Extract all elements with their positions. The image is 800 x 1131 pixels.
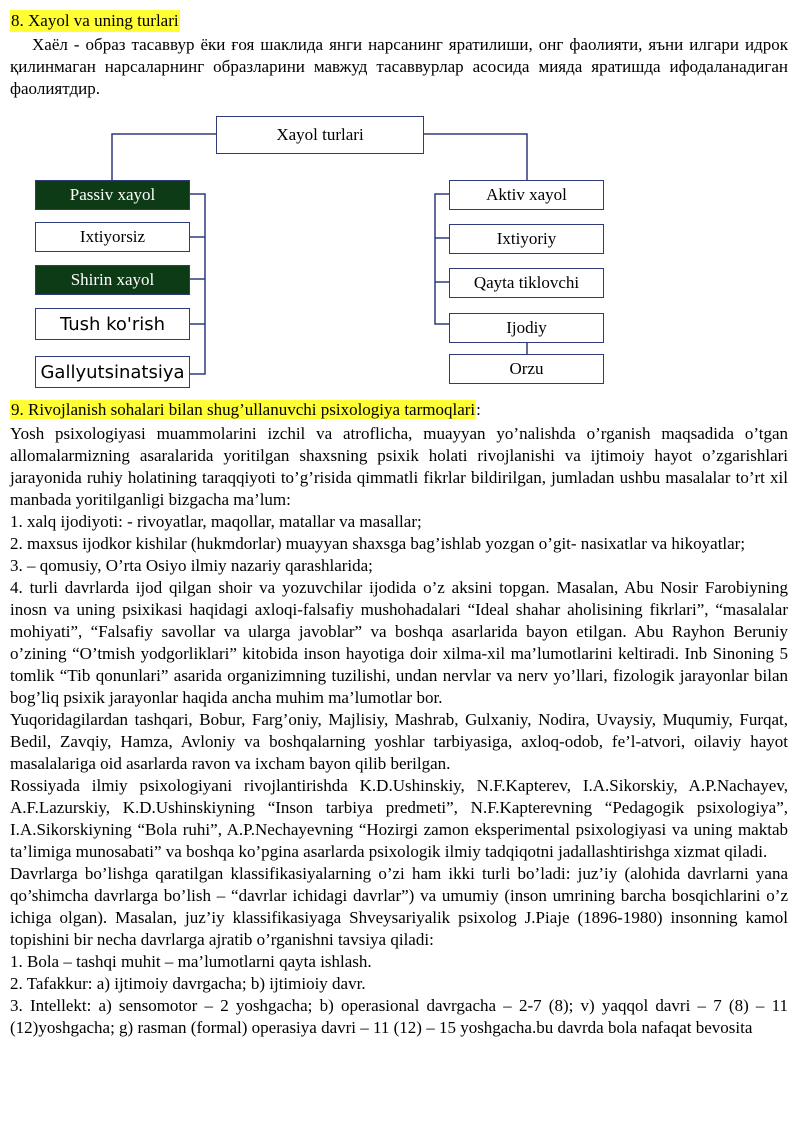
paragraph: 3. Intellekt: a) sensomotor – 2 yoshgacha; b) operasional davrgacha – 2-7 (8); v) yaqqol davri – 7 (8) – 11 (12)yoshgacha; g) rasman (formal) operasiya davri – 11 (12) – 15 yoshgacha.bu davrda bola nafaqat bevosita: [10, 996, 788, 1037]
imagination-types-diagram: [0, 110, 800, 392]
paragraph: 1. xalq ijodiyoti: - rivoyatlar, maqollar, matallar va masallar;: [10, 512, 422, 531]
voluntary-box: Ixtiyoriy: [449, 224, 604, 254]
paragraph: Yosh psixologiyasi muammolarini izchil va atroflicha, muayyan yo’nalishda o’rganish maqsadida o’tgan allomalarmizning asaralarida yoritilgan shaxsning psixik holati rivojlanishi va ijtimoiy hayot o’zgarishlari jarayonida ruhiy holatining taraqqiyoti to’g’risida qimmatli fikrlar bildirilgan, jumladan ushbu masalalar to’rt xil manbada yoritilganligi bizgacha ma’lum:: [10, 424, 788, 509]
paragraph: 3. – qomusiy, O’rta Osiyo ilmiy nazariy qarashlarida;: [10, 556, 373, 575]
active-imagination-box: Aktiv xayol: [449, 180, 604, 210]
creative-box: Ijodiy: [449, 313, 604, 343]
dream-aspiration-box: Orzu: [449, 354, 604, 384]
reconstructive-box: Qayta tiklovchi: [449, 268, 604, 298]
dreaming-box: Tush ko'rish: [35, 308, 190, 340]
paragraph: Davrlarga bo’lishga qaratilgan klassifikasiyalarning o’zi ham ikki turli bo’ladi: juz’iy (alohida davrlarni yana qo’shimcha davrlarga bo’lish – “davrlar ichidagi davrlar”) va umumiy (inson umrining barcha bosqichlarini o’z ichiga olgan). Masalan, juz’iy klassifikasiyaga Shveysariyalik psixolog J.Piaje (1896-1980) insonning kamol topishini bir necha davrlarga ajratib o’rganishni tavsiya qiladi:: [10, 864, 788, 949]
section-9-body: [10, 423, 788, 1039]
root-box: Xayol turlari: [216, 116, 424, 154]
paragraph: Rossiyada ilmiy psixologiyani rivojlantirishda K.D.Ushinskiy, N.F.Kapterev, I.A.Sikorskiy, A.P.Nachayev, A.F.Lazurskiy, K.D.Ushinskiyning “Inson tarbiya predmeti”, N.F.Kapterevning “Pedagogik psixologiya”, I.A.Sikorskiyning “Bola ruhi”, A.P.Nechayevning “Hozirgi zamon eksperimental psixologiyasi va uning maktab ta’limiga munosabati” va boshqa ko’pgina asarlarda psixologik ilmiy tadqiqotni jadallashtirishga xizmat qiladi.: [10, 776, 788, 861]
section-9-heading-suffix: :: [476, 400, 481, 419]
left-bracket: [190, 194, 205, 374]
section-8-intro: Хаёл - образ тасаввур ёки ғоя шаклида янги нарсанинг яратилиши, онг фаолияти, яъни илгари идрок қилинмаган нарсаларнинг образларини мавжуд тасаввурлар асосида мияда яратишда ифодаланадиган фаолиятдир.: [10, 35, 788, 98]
root-left-connector: [112, 134, 216, 180]
sweet-dream-box: Shirin xayol: [35, 265, 190, 295]
paragraph: 1. Bola – tashqi muhit – ma’lumotlarni qayta ishlash.: [10, 952, 372, 971]
paragraph: Yuqoridagilardan tashqari, Bobur, Farg’oniy, Majlisiy, Mashrab, Gulxaniy, Nodira, Uvaysiy, Muqumiy, Furqat, Bedil, Zavqiy, Hamza, Avloniy va boshqalarning yoshlar tarbiyasiga, axloq-odob, fe’l-atvori, oilaviy hayot masalalariga oid asarlarda ravon va ixcham bayon qilib berilgan.: [10, 710, 788, 773]
hallucination-box: Gallyutsinatsiya: [35, 356, 190, 388]
section-8-heading: 8. Xayol va uning turlari: [11, 11, 179, 30]
paragraph: 4. turli davrlarda ijod qilgan shoir va yozuvchilar ijodida o’z aksini topgan. Masalan, Abu Nosir Farobiyning inosn va uning psixikasi haqidagi axloqi-falsafiy mushohadalari “Ideal shahar aholisining fikrlari”, “masalalar mohiyati”, “Falsafiy savollar va ularga javoblar” va boshqa asarlarida bayon etilgan. Abu Rayhon Beruniy o’zining “O’tmish yodgorliklari” kitobida inson hayotiga doir xilma-xil ma’lumotlarini keltiradi. Inb Sinoning 5 tomlik “Tib qonunlari” asarida organizimning tuzilishi, undan nervlar va nerv yo’llari, fizologik jarayonlar bilan bog’liq psixik jarayonlar haqida ancha muhim ma’lumotlar bor.: [10, 578, 788, 707]
passive-imagination-box: Passiv xayol: [35, 180, 190, 210]
involuntary-box: Ixtiyorsiz: [35, 222, 190, 252]
right-bracket: [435, 194, 449, 324]
section-9-heading: 9. Rivojlanish sohalari bilan shug’ullanuvchi psixologiya tarmoqlari: [11, 400, 476, 419]
paragraph: 2. Tafakkur: a) ijtimoiy davrgacha; b) ijtimioiy davr.: [10, 974, 366, 993]
section-9-heading-line: [10, 399, 481, 421]
paragraph: 2. maxsus ijodkor kishilar (hukmdorlar) muayyan shaxsga bag’ishlab yozgan o’git- nasixatlar va hikoyatlar;: [10, 534, 746, 553]
root-right-connector: [424, 134, 527, 180]
